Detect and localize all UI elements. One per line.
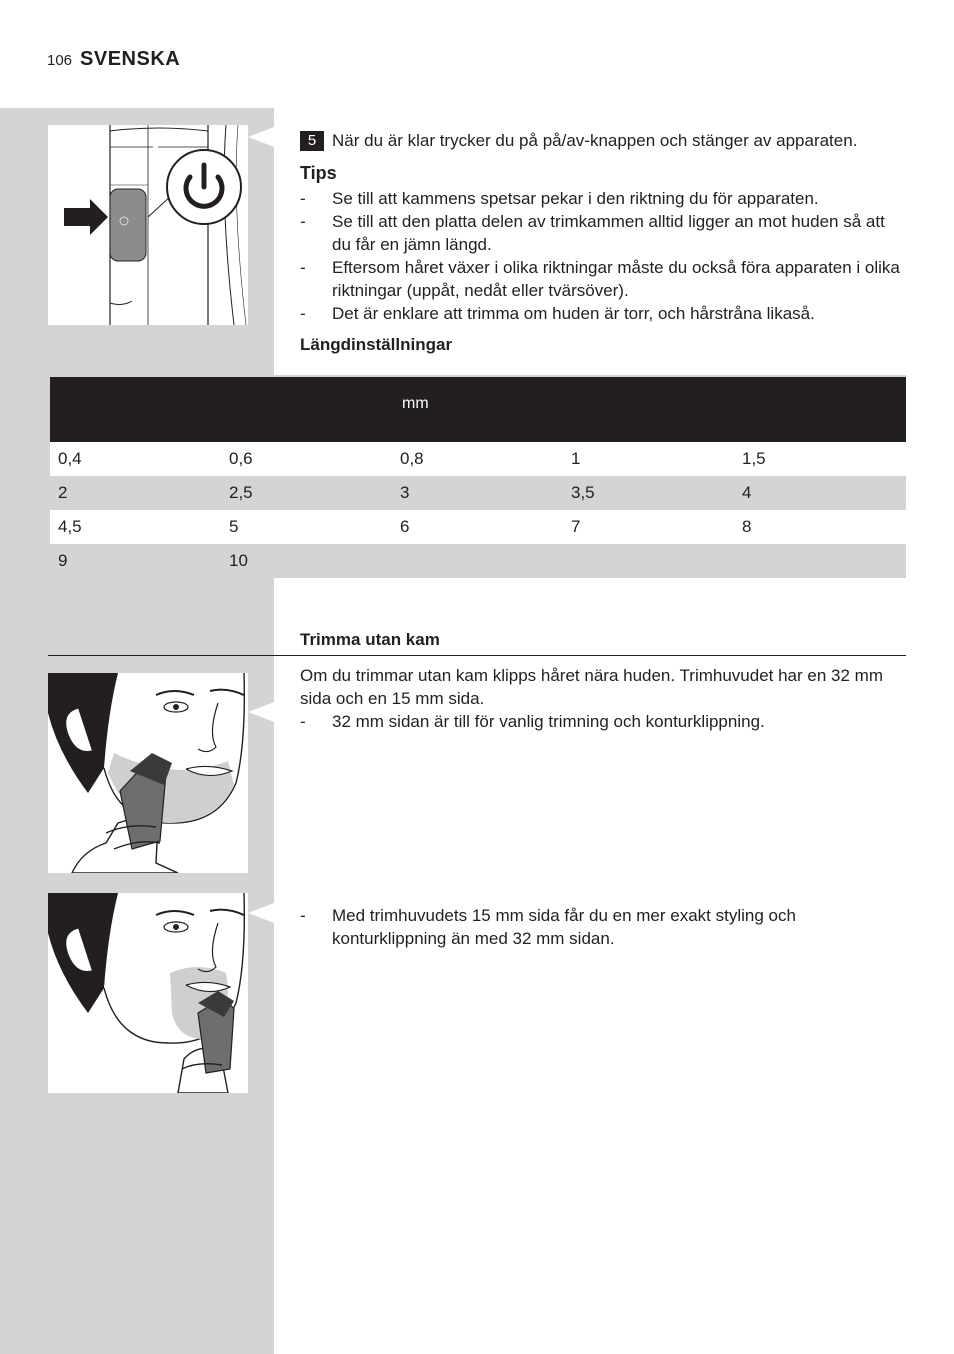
table-cell: 3 — [400, 483, 410, 502]
face-detail-trimming-icon — [48, 893, 248, 1093]
list-item: - Se till att den platta delen av trimkammen alltid ligger an mot huden så att du får en jämn längd. — [300, 210, 905, 256]
table-cell: 10 — [229, 551, 248, 570]
table-cell: 6 — [400, 517, 410, 536]
table-cell: 2,5 — [229, 483, 253, 502]
trim-without-comb-heading: Trimma utan kam — [300, 630, 440, 649]
table-cell: 7 — [571, 517, 581, 536]
table-cell: 5 — [229, 517, 239, 536]
callout-pointer — [248, 127, 274, 147]
table-cell: 0,8 — [400, 449, 424, 468]
table-cell: 4 — [742, 483, 752, 502]
trim-32mm-list — [300, 710, 905, 733]
section-divider — [48, 655, 906, 656]
table-cell: 4,5 — [58, 517, 82, 536]
table-cell: 3,5 — [571, 483, 595, 502]
table-cell: 1 — [571, 449, 581, 468]
page-header — [47, 48, 180, 71]
trim-15mm-list — [300, 904, 905, 950]
step-number-badge: 5 — [300, 131, 324, 151]
face-trimming-icon — [48, 673, 248, 873]
trim-intro-text: Om du trimmar utan kam klipps håret nära huden. Trimhuvudet har en 32 mm sida och en 15 mm sida. — [300, 666, 883, 708]
list-item: - Eftersom håret växer i olika riktningar måste du också föra apparaten i olika riktningar (uppåt, nedåt eller tvärsöver). — [300, 256, 905, 302]
length-settings-table — [48, 375, 906, 578]
table-cell: 9 — [58, 551, 68, 570]
step-text: När du är klar trycker du på på/av-knappen och stänger av apparaten. — [332, 131, 858, 150]
list-item: - Med trimhuvudets 15 mm sida får du en mer exakt styling och konturklippning än med 32 mm sidan. — [300, 904, 905, 950]
list-item: - Det är enklare att trimma om huden är torr, och hårstråna likaså. — [300, 302, 905, 325]
table-cell: 8 — [742, 517, 752, 536]
device-power-icon — [48, 125, 248, 325]
length-settings-heading: Längdinställningar — [300, 335, 453, 354]
trim-32mm-illustration — [48, 673, 248, 873]
tips-list — [300, 187, 905, 325]
page-number: 106 — [47, 52, 73, 69]
table-cell: 0,4 — [58, 449, 82, 468]
table-row — [50, 544, 906, 578]
table-row — [50, 510, 906, 544]
trim-15mm-illustration — [48, 893, 248, 1093]
table-row — [50, 442, 906, 476]
list-item: - 32 mm sidan är till för vanlig trimning och konturklippning. — [300, 710, 905, 733]
table-cell: 1,5 — [742, 449, 766, 468]
callout-pointer — [248, 702, 274, 722]
power-button-illustration — [48, 125, 248, 325]
table-row — [50, 476, 906, 510]
list-item: - Se till att kammens spetsar pekar i den riktning du för apparaten. — [300, 187, 905, 210]
unit-header: mm — [402, 395, 429, 412]
tips-heading: Tips — [300, 163, 337, 183]
table-cell: 0,6 — [229, 449, 253, 468]
language-title: SVENSKA — [80, 48, 181, 70]
table-header — [50, 377, 906, 442]
callout-pointer — [248, 903, 274, 923]
table-cell: 2 — [58, 483, 68, 502]
step-5 — [300, 129, 920, 152]
